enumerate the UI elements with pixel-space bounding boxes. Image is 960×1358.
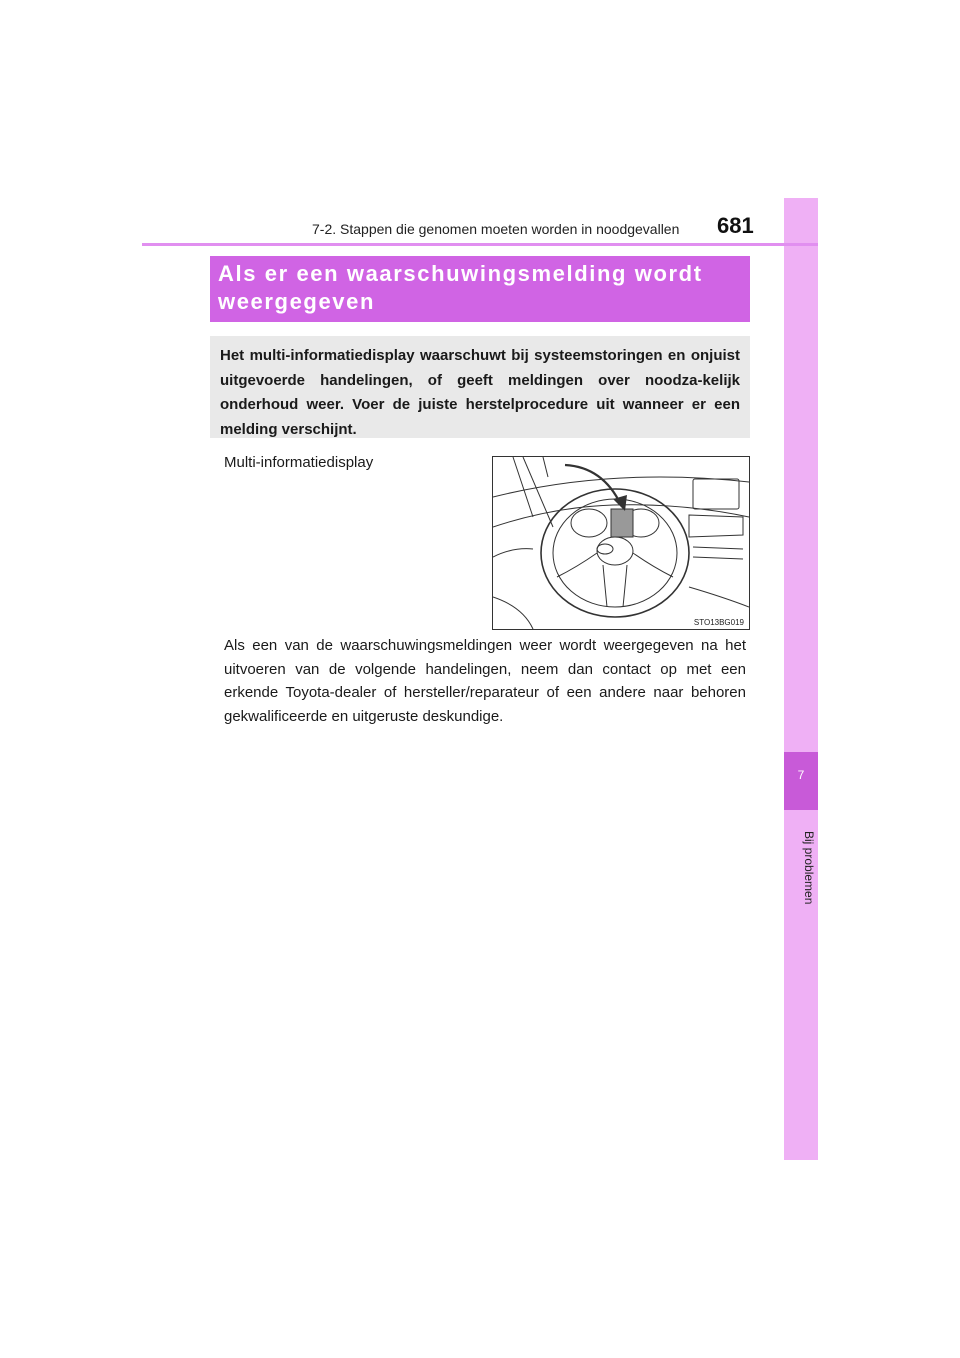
section-title-box: [210, 256, 750, 322]
header-divider: [142, 243, 818, 246]
body-paragraph: Als een van de waarschuwingsmeldingen weer wordt weergegeven na het uitvoeren van de volgende handelingen, neem dan contact op met een erkende Toyota-dealer of hersteller/reparateur of een andere naar behoren gekwalificeerde en uitgeruste deskundige.: [224, 637, 746, 725]
chapter-label: Bij problemen: [802, 831, 816, 905]
running-header: 7-2. Stappen die genomen moeten worden in noodgevallen: [312, 221, 680, 237]
side-tab: [784, 198, 818, 1160]
dashboard-illustration: [492, 456, 750, 630]
chapter-number: 7: [797, 768, 805, 782]
figure-label: Multi-informatiedisplay: [224, 454, 374, 471]
intro-box: [210, 336, 750, 438]
figure-code: STO13BG019: [693, 618, 744, 627]
section-title: Als er een waarschuwingsmelding wordt weergegeven: [218, 261, 703, 314]
page-number: 681: [717, 213, 754, 238]
steering-wheel-illustration: [493, 457, 749, 629]
intro-text: Het multi-informatiedisplay waarschuwt bij systeemstoringen en onjuist uitgevoerde handelingen, of geeft meldingen over noodza-kelijk onderhoud weer. Voer de juiste herstelprocedure uit wanneer er een melding verschijnt.: [220, 347, 740, 438]
